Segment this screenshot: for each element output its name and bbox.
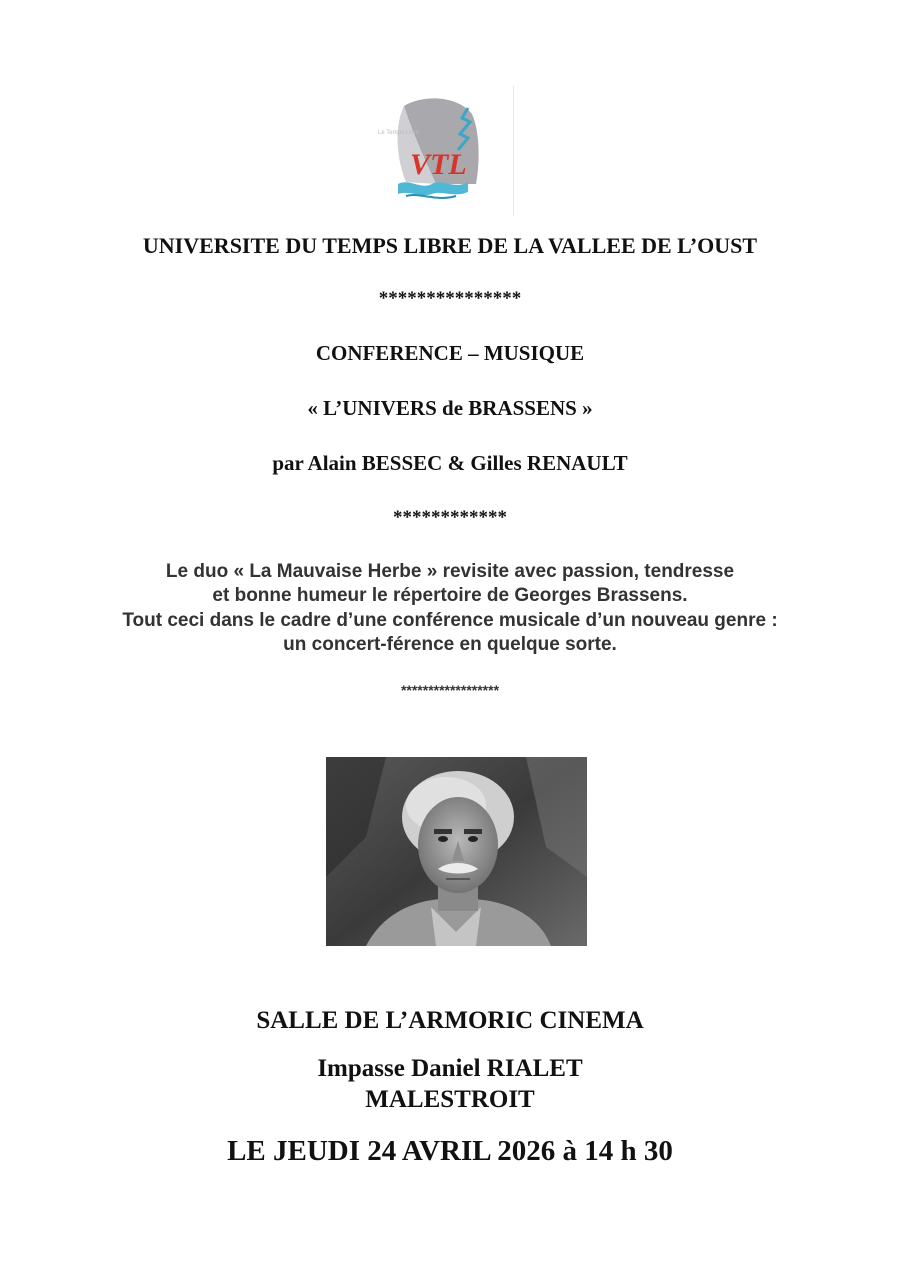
separator: ************	[393, 507, 507, 528]
organization-title: UNIVERSITE DU TEMPS LIBRE DE LA VALLEE DE L’OUST	[142, 233, 758, 258]
description-line: un concert-férence en quelque sorte.	[283, 634, 617, 655]
utl-logo	[376, 92, 484, 202]
brassens-portrait-photo	[326, 757, 587, 946]
event-date-time: LE JEUDI 24 AVRIL 2026 à 14 h 30	[227, 1135, 673, 1167]
venue-city: MALESTROIT	[365, 1086, 535, 1113]
separator: ***************	[378, 288, 522, 309]
event-title: « L’UNIVERS de BRASSENS »	[307, 396, 593, 420]
description-line: Tout ceci dans le cadre d’une conférence musicale d’un nouveau genre :	[122, 610, 778, 631]
event-speakers: par Alain BESSEC & Gilles RENAULT	[272, 451, 628, 475]
description-line: et bonne humeur le répertoire de Georges Brassens.	[212, 585, 688, 606]
logo-divider	[513, 86, 514, 216]
event-type: CONFERENCE – MUSIQUE	[315, 341, 585, 365]
venue-street: Impasse Daniel RIALET	[317, 1055, 583, 1082]
venue-hall: SALLE DE L’ARMORIC CINEMA	[256, 1007, 644, 1034]
svg-text:VTL: VTL	[410, 148, 467, 181]
description-line: Le duo « La Mauvaise Herbe » revisite avec passion, tendresse	[165, 561, 735, 582]
separator: ******************	[400, 682, 500, 698]
svg-text:Le Temps Libre: Le Temps Libre	[378, 130, 419, 136]
